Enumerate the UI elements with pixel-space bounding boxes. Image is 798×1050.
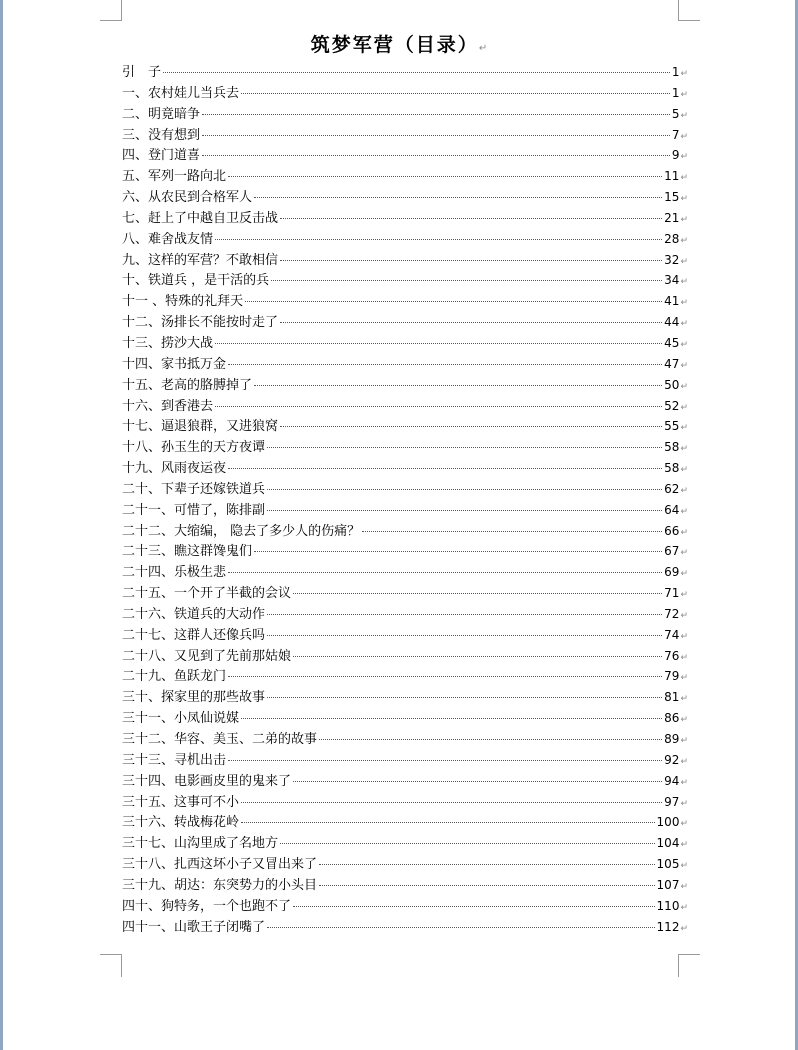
paragraph-mark-icon: ↵ <box>680 131 688 142</box>
toc-entry-title: 十、铁道兵 ，是干活的兵 <box>122 273 270 289</box>
toc-dot-leader <box>241 93 670 94</box>
paragraph-mark-icon: ↵ <box>680 506 688 517</box>
toc-entry-title: 十六、到香港去 <box>122 398 214 414</box>
toc-entry[interactable] <box>122 458 688 479</box>
toc-entry-page-number: 81 <box>664 690 680 705</box>
paragraph-mark-icon: ↵ <box>680 631 688 642</box>
paragraph-mark-icon: ↵ <box>680 402 688 413</box>
paragraph-mark-icon: ↵ <box>680 694 688 705</box>
toc-entry-page-number: 62 <box>664 481 680 496</box>
toc-entry-page-number: 104 <box>656 836 680 851</box>
toc-entry-page-number: 79 <box>664 669 680 684</box>
toc-entry-page-number: 71 <box>664 586 680 601</box>
toc-entry-page-number: 50 <box>664 377 680 392</box>
toc-dot-leader <box>241 802 662 803</box>
toc-entry[interactable] <box>122 521 688 542</box>
paragraph-mark-icon: ↵ <box>680 444 688 455</box>
toc-dot-leader <box>267 510 662 511</box>
toc-entry-page-number: 105 <box>656 857 680 872</box>
toc-dot-leader <box>280 218 662 219</box>
toc-entry[interactable] <box>122 583 688 604</box>
paragraph-mark-icon: ↵ <box>680 298 688 309</box>
toc-entry[interactable] <box>122 354 688 375</box>
paragraph-mark-icon: ↵ <box>680 319 688 330</box>
toc-entry-title: 二十六、铁道兵的大动作 <box>122 606 266 622</box>
paragraph-mark-icon: ↵ <box>680 736 688 746</box>
paragraph-mark-icon: ↵ <box>680 715 688 726</box>
toc-entry[interactable] <box>122 145 688 166</box>
crop-mark-top-right <box>678 0 700 21</box>
toc-entry[interactable] <box>122 562 688 583</box>
toc-entry-title: 引 子 <box>122 65 162 80</box>
toc-entry-page-number: 97 <box>664 794 680 809</box>
paragraph-mark-icon: ↵ <box>680 819 688 830</box>
toc-dot-leader <box>267 489 662 490</box>
toc-entry-title: 二、明竟暗争 <box>122 106 201 122</box>
toc-entry-title: 五、军列一路向北 <box>122 169 227 185</box>
toc-dot-leader <box>228 676 662 677</box>
table-of-contents <box>122 62 688 937</box>
paragraph-mark-icon: ↵ <box>680 861 688 872</box>
toc-dot-leader <box>228 176 662 177</box>
toc-dot-leader <box>241 718 662 719</box>
toc-entry-page-number: 1 <box>671 65 680 79</box>
toc-entry[interactable] <box>122 270 688 291</box>
paragraph-mark-icon: ↵ <box>680 194 688 205</box>
toc-entry-title: 十四、家书抵万金 <box>122 356 227 372</box>
toc-entry[interactable] <box>122 625 688 646</box>
paragraph-mark-icon: ↵ <box>680 777 688 788</box>
paragraph-mark-icon: ↵ <box>680 423 688 434</box>
toc-entry-title: 二十、下辈子还嫁铁道兵 <box>122 481 266 497</box>
toc-entry[interactable] <box>122 312 688 333</box>
toc-entry[interactable] <box>122 83 688 104</box>
toc-entry-page-number: 110 <box>656 898 680 913</box>
toc-entry[interactable] <box>122 125 688 146</box>
toc-entry[interactable] <box>122 771 688 792</box>
toc-entry[interactable] <box>122 166 688 187</box>
toc-entry-page-number: 74 <box>664 627 680 642</box>
toc-entry-title: 三十五、这事可不小 <box>122 794 240 810</box>
toc-dot-leader <box>293 593 662 594</box>
toc-dot-leader <box>241 822 655 823</box>
toc-entry-page-number: 69 <box>664 565 680 580</box>
paragraph-mark-icon: ↵ <box>680 339 688 350</box>
crop-mark-bottom-left <box>100 954 122 977</box>
toc-entry[interactable] <box>122 604 688 625</box>
toc-entry-title: 十三、捞沙大战 <box>122 335 214 351</box>
toc-entry-page-number: 66 <box>664 523 680 538</box>
toc-entry[interactable] <box>122 479 688 500</box>
toc-entry-title: 二十七、这群人还像兵吗 <box>122 627 266 643</box>
paragraph-mark-icon: ↵ <box>680 465 688 476</box>
toc-dot-leader <box>215 406 662 407</box>
toc-entry-title: 六、从农民到合格军人 <box>122 190 253 206</box>
toc-entry-title: 二十五、一个开了半截的会议 <box>122 586 292 602</box>
toc-entry[interactable] <box>122 187 688 208</box>
toc-entry[interactable] <box>122 500 688 521</box>
toc-entry-title: 十二、汤排长不能按时走了 <box>122 315 279 331</box>
toc-entry-page-number: 28 <box>664 231 680 246</box>
paragraph-mark-icon: ↵ <box>680 235 688 246</box>
toc-dot-leader <box>267 927 655 928</box>
paragraph-mark-icon: ↵ <box>680 652 688 663</box>
toc-entry-page-number: 1 <box>671 85 680 100</box>
toc-entry-title: 三十九、胡达：东突势力的小头目 <box>122 877 318 893</box>
toc-dot-leader <box>245 301 662 302</box>
paragraph-mark-icon: ↵ <box>680 548 688 559</box>
toc-entry-title: 三十八、扎西这坏小子又冒出来了 <box>122 857 318 873</box>
paragraph-mark-icon: ↵ <box>680 610 688 621</box>
toc-entry[interactable] <box>122 541 688 562</box>
toc-entry-page-number: 72 <box>664 606 680 621</box>
toc-entry-page-number: 64 <box>664 502 680 517</box>
toc-entry[interactable] <box>122 229 688 250</box>
paragraph-mark-icon: ↵ <box>680 569 688 580</box>
toc-entry[interactable] <box>122 416 688 437</box>
toc-entry-page-number: 21 <box>664 210 680 225</box>
toc-dot-leader <box>215 239 662 240</box>
toc-entry-page-number: 58 <box>664 440 680 455</box>
toc-dot-leader <box>215 343 662 344</box>
toc-entry-page-number: 92 <box>664 752 680 767</box>
toc-dot-leader <box>362 531 662 532</box>
toc-dot-leader <box>271 280 662 281</box>
toc-entry[interactable] <box>122 792 688 813</box>
crop-mark-bottom-right <box>678 954 700 977</box>
toc-entry[interactable] <box>122 375 688 396</box>
toc-entry-page-number: 47 <box>664 356 680 371</box>
toc-entry-page-number: 15 <box>664 190 680 205</box>
paragraph-mark-icon: ↵ <box>680 360 688 371</box>
toc-entry-title: 三十七、山沟里成了名地方 <box>122 836 279 852</box>
toc-entry-page-number: 5 <box>671 106 680 121</box>
toc-entry-page-number: 67 <box>664 544 680 559</box>
toc-entry[interactable] <box>122 250 688 271</box>
toc-entry[interactable] <box>122 812 688 833</box>
document-title[interactable] <box>0 32 798 62</box>
toc-entry-title: 二十二、大缩编， 隐去了多少人的伤痛？ <box>122 523 361 539</box>
toc-dot-leader <box>293 656 662 657</box>
paragraph-mark-icon: ↵ <box>680 485 688 496</box>
toc-entry-page-number: 44 <box>664 315 680 330</box>
toc-entry[interactable] <box>122 646 688 667</box>
toc-dot-leader <box>228 760 662 761</box>
window-left-edge <box>0 0 3 1050</box>
paragraph-mark-icon: ↵ <box>680 69 688 79</box>
document-title-text: 筑梦军营（目录） <box>310 34 479 56</box>
toc-entry-title: 八、难舍战友情 <box>122 231 214 247</box>
toc-entry[interactable] <box>122 333 688 354</box>
toc-entry[interactable] <box>122 687 688 708</box>
toc-entry[interactable] <box>122 396 688 417</box>
toc-dot-leader <box>319 739 662 740</box>
toc-entry[interactable] <box>122 104 688 125</box>
toc-entry-page-number: 11 <box>664 169 680 184</box>
toc-entry-title: 三十六、转战梅花岭 <box>122 815 240 831</box>
toc-dot-leader <box>293 906 655 907</box>
paragraph-mark-icon: ↵ <box>680 214 688 225</box>
toc-entry-page-number: 76 <box>664 648 680 663</box>
toc-dot-leader <box>319 885 655 886</box>
toc-entry-title: 七、赶上了中越自卫反击战 <box>122 210 279 226</box>
paragraph-mark-icon: ↵ <box>680 381 688 392</box>
toc-entry-title: 十九、风雨夜运夜 <box>122 461 227 477</box>
paragraph-mark-icon: ↵ <box>680 277 688 288</box>
toc-entry[interactable] <box>122 854 688 875</box>
paragraph-mark-icon: ↵ <box>478 43 488 54</box>
toc-entry-title: 四十、狗特务，一个也跑不了 <box>122 898 292 914</box>
toc-entry-title: 三、没有想到 <box>122 127 201 143</box>
toc-entry-title: 十七、逼退狼群，又进狼窝 <box>122 419 279 435</box>
toc-dot-leader <box>202 135 670 136</box>
toc-dot-leader <box>267 614 662 615</box>
toc-entry-title: 一、农村娃儿当兵去 <box>122 85 240 101</box>
toc-dot-leader <box>254 197 662 198</box>
toc-entry-page-number: 7 <box>671 127 680 142</box>
toc-entry-title: 十五、老高的胳膊掉了 <box>122 377 253 393</box>
toc-entry-page-number: 52 <box>664 398 680 413</box>
paragraph-mark-icon: ↵ <box>680 110 688 121</box>
toc-dot-leader <box>267 447 662 448</box>
toc-dot-leader <box>267 635 662 636</box>
toc-entry-title: 二十四、乐极生悲 <box>122 565 227 581</box>
paragraph-mark-icon: ↵ <box>680 89 688 100</box>
toc-entry-page-number: 89 <box>664 732 680 746</box>
toc-entry-title: 三十三、寻机出击 <box>122 752 227 768</box>
paragraph-mark-icon: ↵ <box>680 756 688 767</box>
toc-dot-leader <box>228 572 662 573</box>
toc-entry-page-number: 34 <box>664 273 680 288</box>
toc-entry[interactable] <box>122 437 688 458</box>
toc-dot-leader <box>163 72 670 73</box>
toc-entry[interactable] <box>122 917 688 938</box>
toc-dot-leader <box>202 114 670 115</box>
toc-dot-leader <box>228 364 662 365</box>
paragraph-mark-icon: ↵ <box>680 152 688 163</box>
toc-dot-leader <box>280 843 655 844</box>
toc-entry-page-number: 58 <box>664 461 680 476</box>
crop-mark-top-left <box>100 0 122 21</box>
paragraph-mark-icon: ↵ <box>680 173 688 184</box>
toc-entry-title: 三十二、华容、美玉、二弟的故事 <box>122 732 318 747</box>
toc-entry[interactable] <box>122 666 688 687</box>
paragraph-mark-icon: ↵ <box>680 840 688 851</box>
toc-entry[interactable] <box>122 291 688 312</box>
toc-entry-page-number: 32 <box>664 252 680 267</box>
toc-entry-page-number: 45 <box>664 335 680 350</box>
paragraph-mark-icon: ↵ <box>680 881 688 892</box>
paragraph-mark-icon: ↵ <box>680 527 688 538</box>
toc-dot-leader <box>202 155 670 156</box>
toc-entry[interactable] <box>122 896 688 917</box>
toc-dot-leader <box>280 322 662 323</box>
paragraph-mark-icon: ↵ <box>680 923 688 934</box>
toc-entry-title: 二十一、可惜了，陈排副 <box>122 502 266 518</box>
toc-entry-page-number: 94 <box>664 773 680 788</box>
paragraph-mark-icon: ↵ <box>680 256 688 267</box>
toc-entry-page-number: 100 <box>656 815 680 830</box>
toc-entry[interactable] <box>122 708 688 729</box>
toc-dot-leader <box>280 260 662 261</box>
paragraph-mark-icon: ↵ <box>680 590 688 601</box>
paragraph-mark-icon: ↵ <box>680 902 688 913</box>
toc-dot-leader <box>254 551 662 552</box>
toc-entry-title: 十八、孙玉生的天方夜谭 <box>122 440 266 456</box>
toc-entry-title: 三十四、电影画皮里的鬼来了 <box>122 773 292 789</box>
toc-entry-title: 九、这样的军营？不敢相信 <box>122 252 279 268</box>
toc-entry-title: 三十一、小凤仙说媒 <box>122 711 240 727</box>
toc-entry-page-number: 55 <box>664 419 680 434</box>
toc-entry-title: 三十、探家里的那些故事 <box>122 690 266 706</box>
toc-entry-page-number: 41 <box>664 294 680 309</box>
toc-entry-title: 二十八、又见到了先前那姑娘 <box>122 648 292 664</box>
toc-entry[interactable] <box>122 833 688 854</box>
toc-entry[interactable] <box>122 750 688 771</box>
toc-entry-page-number: 9 <box>671 148 680 163</box>
toc-dot-leader <box>228 468 662 469</box>
toc-entry-title: 二十九、鱼跃龙门 <box>122 669 227 685</box>
toc-dot-leader <box>267 697 662 698</box>
paragraph-mark-icon: ↵ <box>680 798 688 809</box>
toc-entry[interactable] <box>122 208 688 229</box>
toc-dot-leader <box>293 781 662 782</box>
toc-entry-page-number: 107 <box>656 877 680 892</box>
toc-dot-leader <box>254 385 662 386</box>
toc-entry[interactable] <box>122 729 688 750</box>
toc-entry-title: 四、登门道喜 <box>122 148 201 164</box>
toc-entry-title: 十一 、特殊的礼拜天 <box>122 294 244 310</box>
toc-entry-page-number: 112 <box>656 919 680 934</box>
paragraph-mark-icon: ↵ <box>680 673 688 684</box>
toc-entry-title: 二十三、瞧这群馋鬼们 <box>122 544 253 560</box>
toc-dot-leader <box>280 426 662 427</box>
toc-entry-title: 四十一、山歌王子闭嘴了 <box>122 919 266 935</box>
toc-entry-page-number: 86 <box>664 711 680 726</box>
toc-entry[interactable] <box>122 875 688 896</box>
toc-dot-leader <box>319 864 655 865</box>
toc-entry[interactable] <box>122 62 688 83</box>
